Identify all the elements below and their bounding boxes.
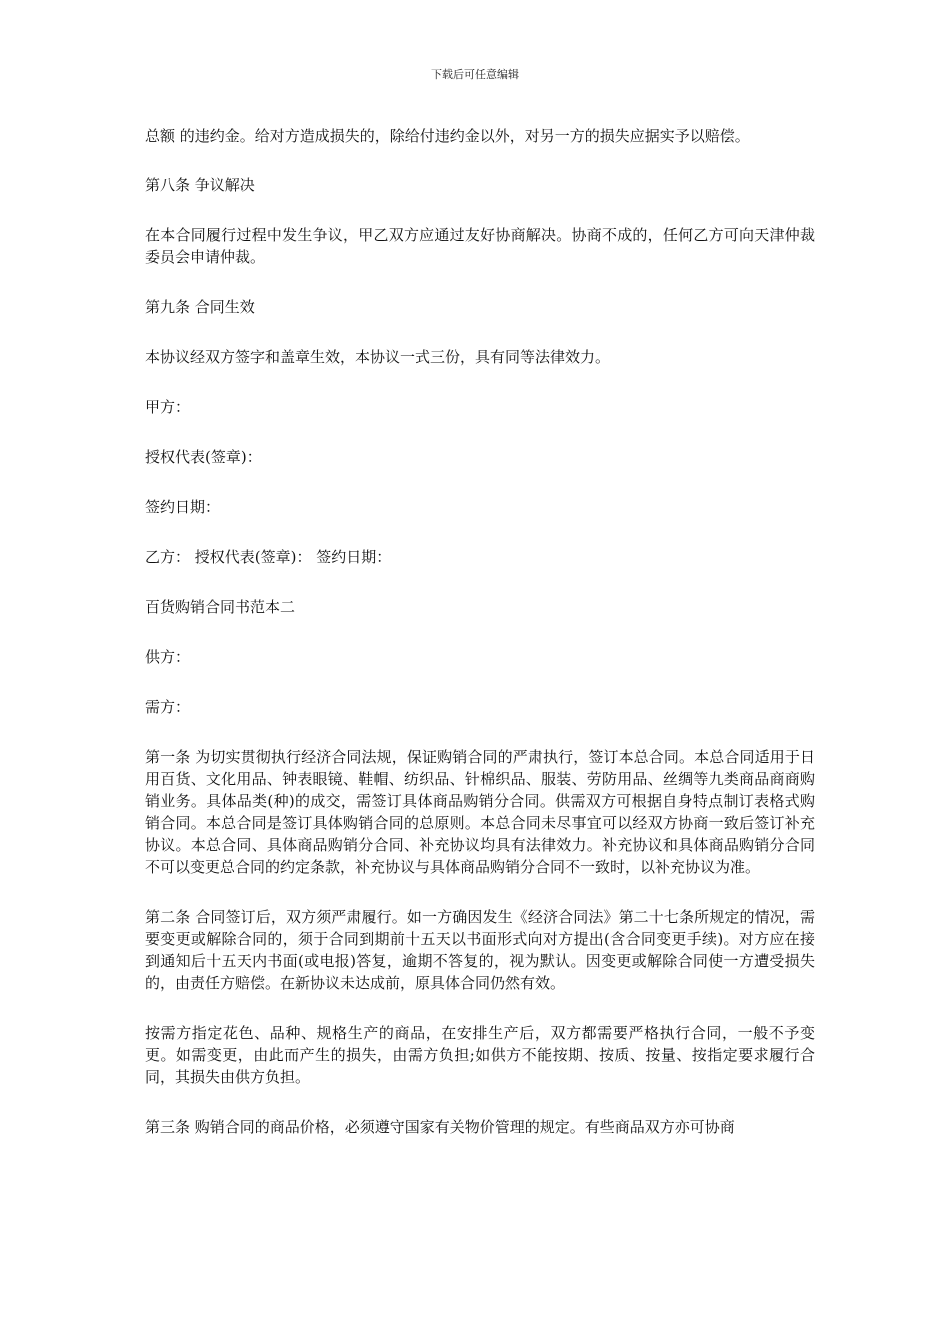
section-title-template-2: 百货购销合同书范本二 — [145, 598, 296, 616]
paragraph-article-2: 第二条 合同签订后，双方须严肃履行。如一方确因发生《经济合同法》第二十七条所规定的情况，需要变更或解除合同的，须于合同到期前十五天以书面形式向对方提出(含合同变更手续)。对方应在接到通知后十五天内书面(或电报)答复，逾期不答复的，视为默认。因变更或解除合同使一方遭受损失的，由责任方赔偿。在新协议未达成前，原具体合同仍然有效。 — [145, 908, 815, 992]
signature-party-a: 甲方： — [145, 398, 191, 416]
paragraph-article-3: 第三条 购销合同的商品价格，必须遵守国家有关物价管理的规定。有些商品双方亦可协商 — [145, 1118, 735, 1136]
heading-article-9: 第九条 合同生效 — [145, 298, 255, 316]
document-body — [145, 125, 815, 1166]
buyer-label: 需方： — [145, 698, 191, 716]
supplier-label: 供方： — [145, 648, 191, 666]
paragraph-effectiveness: 本协议经双方签字和盖章生效，本协议一式三份，具有同等法律效力。 — [145, 348, 611, 366]
signature-party-b: 乙方： 授权代表(签章)： 签约日期： — [145, 548, 392, 566]
signature-authorized-rep: 授权代表(签章)： — [145, 448, 262, 466]
paragraph-dispute-resolution: 在本合同履行过程中发生争议，甲乙双方应通过友好协商解决。协商不成的，任何乙方可向天津仲裁委员会申请仲裁。 — [145, 226, 815, 266]
paragraph-article-1: 第一条 为切实贯彻执行经济合同法规，保证购销合同的严肃执行，签订本总合同。本总合同适用于日用百货、文化用品、钟表眼镜、鞋帽、纺织品、针棉织品、服装、劳防用品、丝绸等九类商品商商购销业务。具体品类(种)的成交，需签订具体商品购销分合同。供需双方可根据自身特点制订表格式购销合同。本总合同是签订具体购销合同的总原则。本总合同未尽事宜可以经双方协商一致后签订补充协议。本总合同、具体商品购销分合同、补充协议均具有法律效力。补充协议和具体商品购销分合同不可以变更总合同的约定条款，补充协议与具体商品购销分合同不一致时，以补充协议为准。 — [145, 748, 815, 876]
paragraph-custom-goods: 按需方指定花色、品种、规格生产的商品，在安排生产后，双方都需要严格执行合同，一般不予变更。如需变更，由此而产生的损失，由需方负担;如供方不能按期、按质、按量、按指定要求履行合同，其损失由供方负担。 — [145, 1024, 815, 1086]
page-header-note: 下载后可任意编辑 — [431, 68, 519, 81]
paragraph-penalty-continuation: 总额 的违约金。给对方造成损失的，除给付违约金以外，对另一方的损失应据实予以赔偿。 — [145, 127, 750, 145]
signature-date: 签约日期： — [145, 498, 221, 516]
heading-article-8: 第八条 争议解决 — [145, 176, 255, 194]
